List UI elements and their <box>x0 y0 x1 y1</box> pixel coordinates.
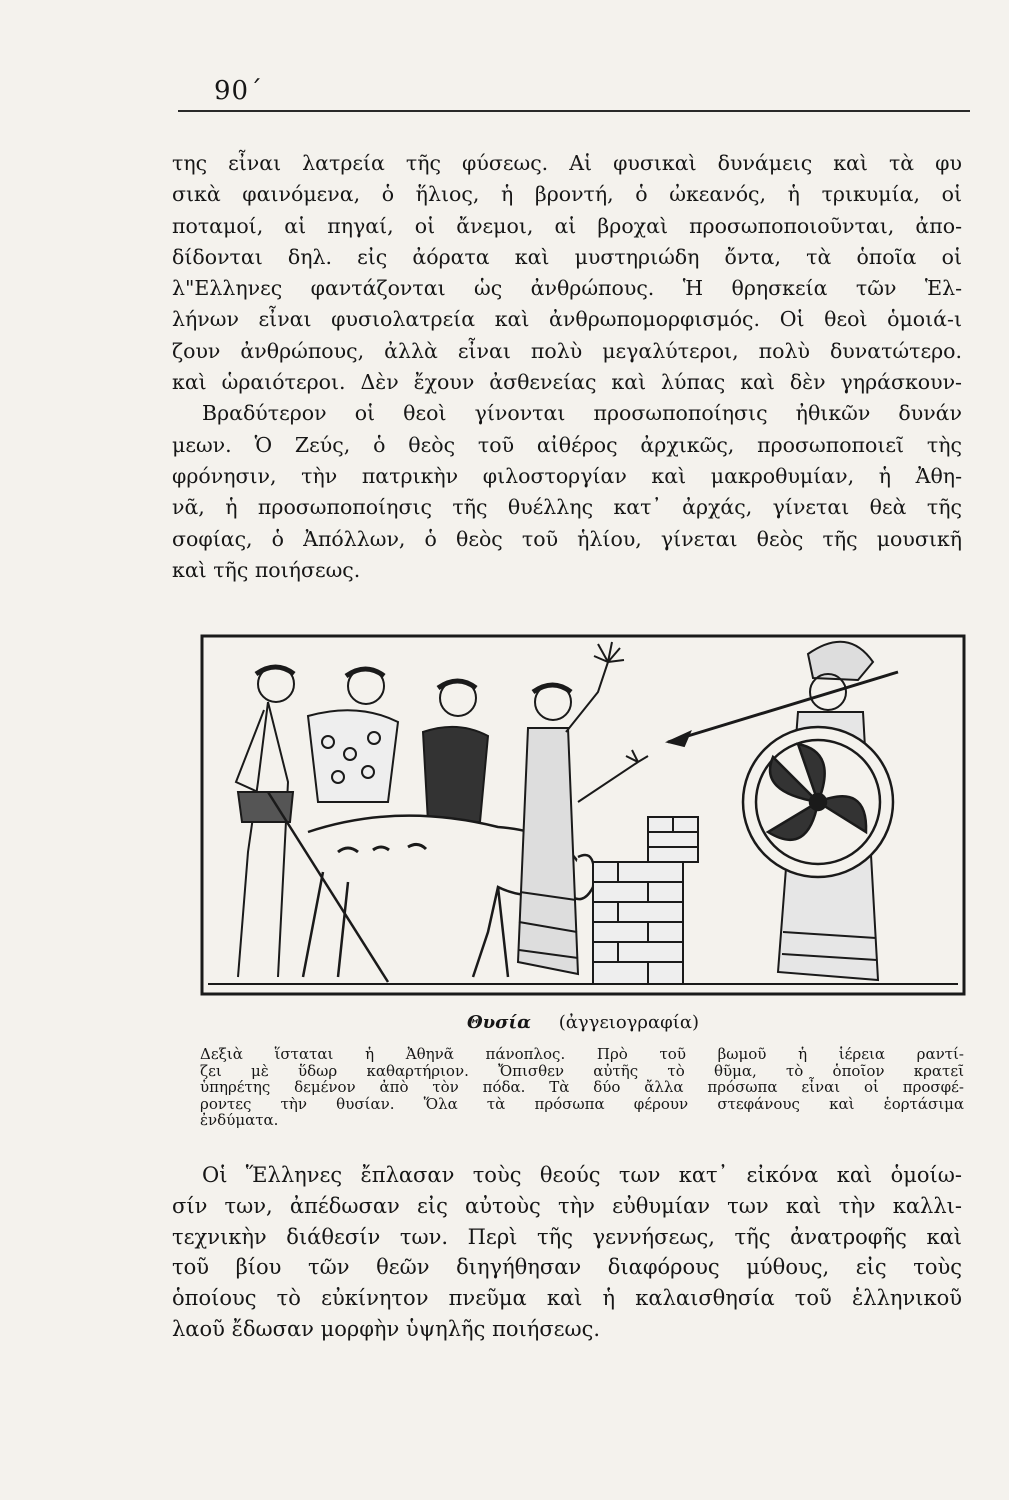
figure-caption-title <box>198 1012 968 1033</box>
paragraph-2-line: ὁποίους τὸ εὐκίνητον πνεῦμα καὶ ἡ καλαισθησία τοῦ ἑλληνικοῦ <box>172 1286 962 1311</box>
paragraph-2-line: Οἱ Ἕλληνες ἔπλασαν τοὺς θεούς των κατ᾽ εἰκόνα καὶ ὁμοίω- <box>202 1163 962 1187</box>
paragraph-1-line: καὶ τῆς ποιήσεως. <box>172 557 361 582</box>
paragraph-2 <box>172 1160 962 1345</box>
paragraph-2-line: τεχνικὴν διάθεσίν των. Περὶ τῆς γεννήσεως, τῆς ἀνατροφῆς καὶ <box>172 1224 962 1249</box>
paragraph-1-line: λήνων εἶναι φυσιολατρεία καὶ ἀνθρωπομορφισμός. Οἱ θεοὶ ὁμοιά-ι <box>172 307 962 332</box>
figure-subtitle: (ἀγγειογραφία) <box>558 1012 699 1033</box>
paragraph-1-line: Βραδύτερον οἱ θεοὶ γίνονται προσωποποίησις ἠθικῶν δυνάν <box>202 401 962 426</box>
paragraph-1 <box>172 148 962 586</box>
paragraph-1-line: καὶ ὡραιότεροι. Δὲν ἔχουν ἀσθενείας καὶ λύπας καὶ δὲν γηράσκουν- <box>172 370 962 395</box>
paragraph-1-line: της εἶναι λατρεία τῆς φύσεως. Αἱ φυσικαὶ δυνάμεις καὶ τὰ φυ <box>172 151 962 175</box>
caption-line: ροντες τὴν θυσίαν. Ὅλα τὰ πρόσωπα φέρουν στεφάνους καὶ ἑορτάσιμα <box>200 1094 964 1113</box>
paragraph-2-line: τοῦ βίου τῶν θεῶν διηγήθησαν διαφόρους μύθους, εἰς τοὺς <box>172 1255 962 1280</box>
page-number: 90΄ <box>214 76 264 106</box>
athena-shield <box>743 727 893 877</box>
paragraph-2-line: σίν των, ἀπέδωσαν εἰς αὐτοὺς τὴν εὐθυμίαν των καὶ τὴν καλλι- <box>172 1193 962 1218</box>
caption-line: ἐνδύματα. <box>200 1111 279 1129</box>
paragraph-1-line: σοφίας, ὁ Ἀπόλλων, ὁ θεὸς τοῦ ἡλίου, γίνεται θεὸς τῆς μουσικῆ <box>172 526 962 551</box>
vase-painting-illustration <box>198 632 968 998</box>
paragraph-1-line: σικὰ φαινόμενα, ὁ ἥλιος, ἡ βροντή, ὁ ὠκεανός, ἡ τρικυμία, οἱ <box>172 182 962 207</box>
figure-caption-body <box>200 1046 964 1129</box>
paragraph-1-line: ποταμοί, αἱ πηγαί, οἱ ἄνεμοι, αἱ βροχαὶ προσωποποιοῦνται, ἀπο- <box>172 213 962 238</box>
caption-line: Δεξιὰ ἵσταται ἡ Ἀθηνᾶ πάνοπλος. Πρὸ τοῦ βωμοῦ ἡ ἱέρεια ραντί- <box>200 1045 964 1063</box>
figure-title: Θυσία <box>467 1012 532 1033</box>
paragraph-1-line: δίδονται δηλ. εἰς ἀόρατα καὶ μυστηριώδη ὄντα, τὰ ὁποῖα οἱ <box>172 244 962 269</box>
caption-line: ζει μὲ ὕδωρ καθαρτήριον. Ὄπισθεν αὐτῆς τὸ θῦμα, τὸ ὁποῖον κρατεῖ <box>200 1061 964 1080</box>
paragraph-1-line: μεων. Ὁ Ζεύς, ὁ θεὸς τοῦ αἰθέρος ἀρχικῶς, προσωποποιεῖ τὴς <box>172 432 962 457</box>
caption-line: ὑπηρέτης δεμένον ἀπὸ τὸν πόδα. Τὰ δύο ἄλλα πρόσωπα εἶναι οἱ προσφέ- <box>200 1078 964 1096</box>
paragraph-1-line: λ"Ελληνες φαντάζονται ὡς ἀνθρώπους. Ἡ θρησκεία τῶν Ἑλ- <box>172 276 962 301</box>
paragraph-1-line: ζουν ἀνθρώπους, ἀλλὰ εἶναι πολὺ μεγαλύτεροι, πολὺ δυνατώτερο. <box>172 338 962 363</box>
paragraph-2-line: λαοῦ ἔδωσαν μορφὴν ὑψηλῆς ποιήσεως. <box>172 1316 601 1341</box>
paragraph-1-line: φρόνησιν, τὴν πατρικὴν φιλοστοργίαν καὶ μακροθυμίαν, ἡ Ἀθη- <box>172 463 962 488</box>
header-rule <box>178 110 970 112</box>
paragraph-1-line: νᾶ, ἡ προσωποποίησις τῆς θυέλλης κατ᾽ ἀρχάς, γίνεται θεὰ τῆς <box>172 495 962 520</box>
